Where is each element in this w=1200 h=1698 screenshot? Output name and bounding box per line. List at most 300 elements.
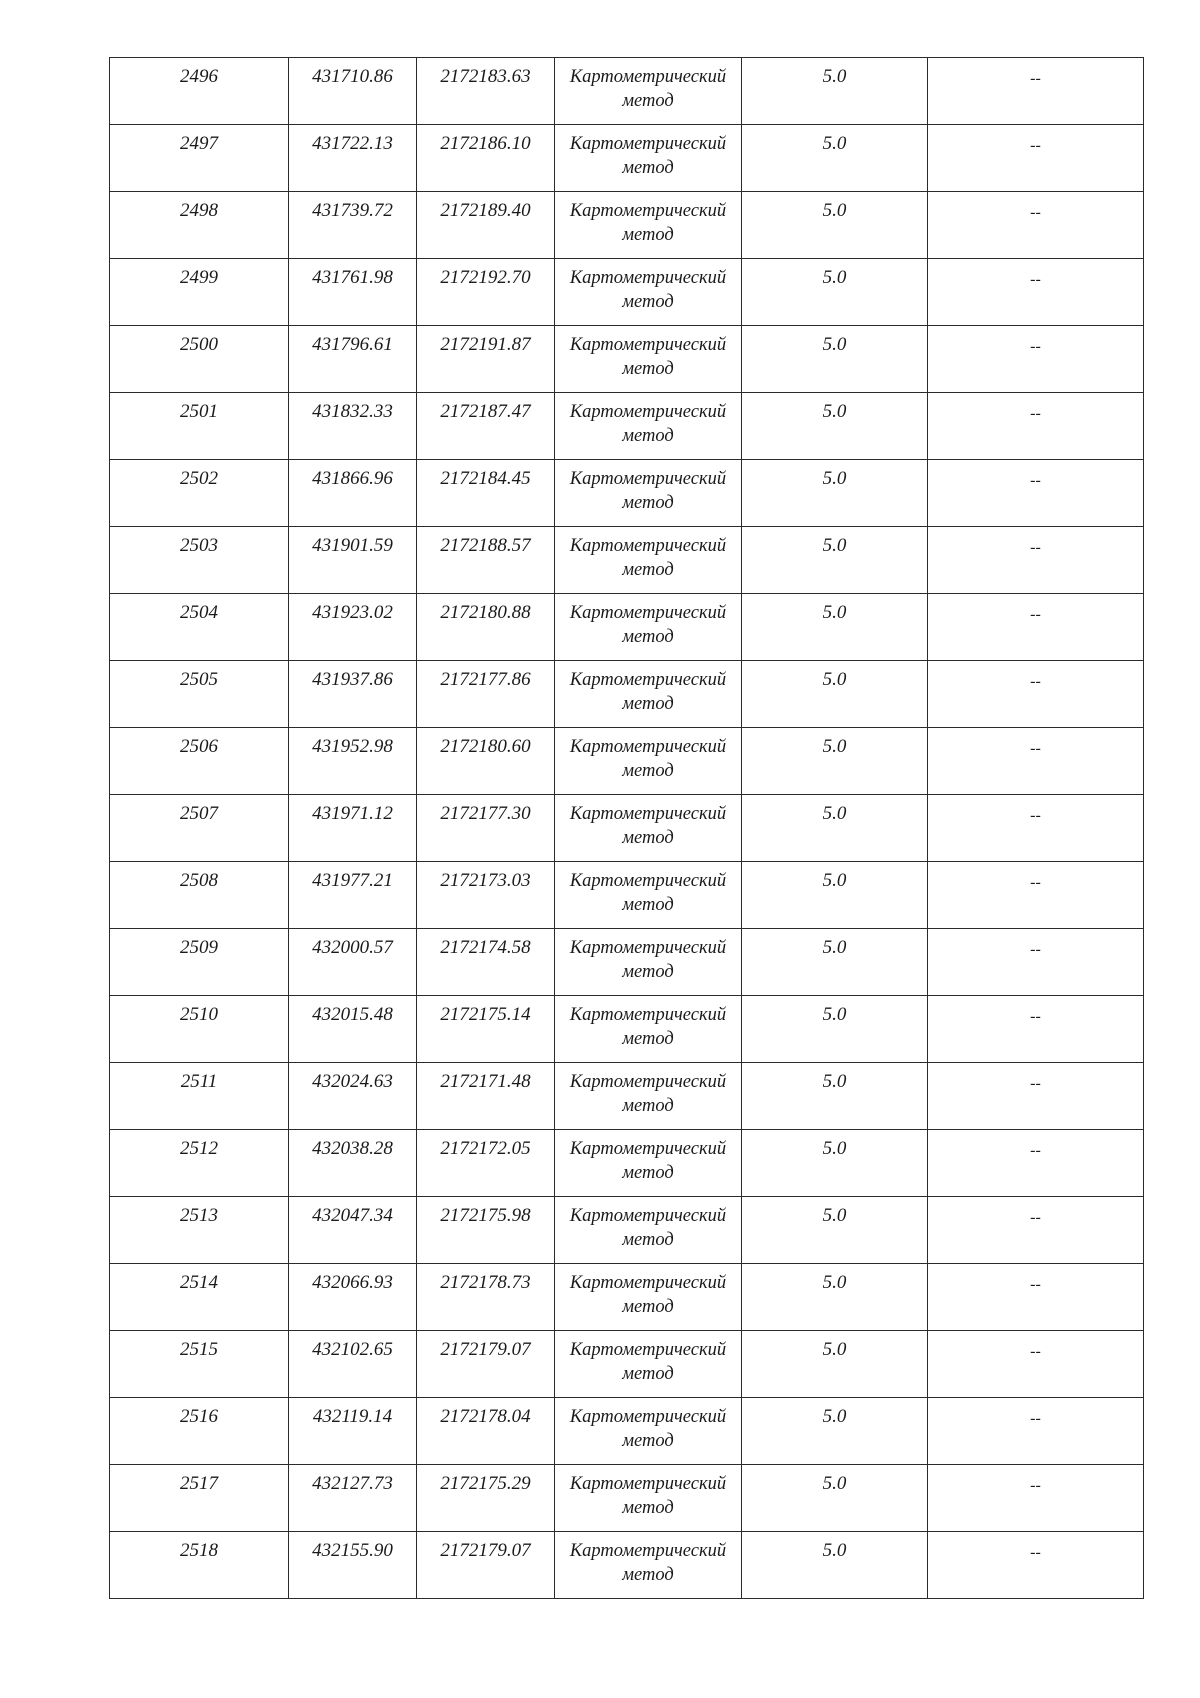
accuracy-cell <box>742 1532 928 1599</box>
note-cell <box>928 795 1144 862</box>
method-cell <box>555 460 742 527</box>
method-cell <box>555 58 742 125</box>
table-row <box>110 460 1144 527</box>
accuracy-cell-text: 5.0 <box>822 602 847 623</box>
point-number-cell <box>110 527 289 594</box>
table-row <box>110 527 1144 594</box>
point-number-cell-text: 2511 <box>180 1071 218 1092</box>
point-number-cell-text: 2503 <box>180 535 218 556</box>
point-number-cell <box>110 795 289 862</box>
table-row <box>110 1197 1144 1264</box>
point-number-cell <box>110 996 289 1063</box>
table-row <box>110 996 1144 1063</box>
point-number-cell-text: 2512 <box>180 1138 218 1159</box>
note-cell-text: -- <box>1030 137 1041 154</box>
x-coordinate-cell <box>289 259 417 326</box>
note-cell-text: -- <box>1030 1142 1041 1159</box>
method-cell-text: Картометрический метод <box>569 134 727 178</box>
accuracy-cell-text: 5.0 <box>822 401 847 422</box>
note-cell <box>928 393 1144 460</box>
x-coordinate-cell-text: 432015.48 <box>312 1004 393 1025</box>
point-number-cell <box>110 1264 289 1331</box>
x-coordinate-cell <box>289 862 417 929</box>
method-cell <box>555 594 742 661</box>
point-number-cell-text: 2499 <box>180 267 218 288</box>
table-row <box>110 1063 1144 1130</box>
accuracy-cell <box>742 996 928 1063</box>
note-cell <box>928 728 1144 795</box>
accuracy-cell <box>742 460 928 527</box>
point-number-cell <box>110 929 289 996</box>
y-coordinate-cell <box>417 1264 555 1331</box>
note-cell-text: -- <box>1030 1008 1041 1025</box>
point-number-cell-text: 2500 <box>180 334 218 355</box>
table-row <box>110 594 1144 661</box>
table-row <box>110 192 1144 259</box>
x-coordinate-cell-text: 431761.98 <box>312 267 393 288</box>
point-number-cell <box>110 1331 289 1398</box>
note-cell <box>928 1532 1144 1599</box>
y-coordinate-cell-text: 2172180.88 <box>440 602 531 623</box>
accuracy-cell-text: 5.0 <box>822 1138 847 1159</box>
note-cell-text: -- <box>1030 70 1041 87</box>
table-row <box>110 728 1144 795</box>
x-coordinate-cell <box>289 1130 417 1197</box>
table-row <box>110 795 1144 862</box>
method-cell-text: Картометрический метод <box>569 469 727 513</box>
note-cell <box>928 1465 1144 1532</box>
method-cell-text: Картометрический метод <box>569 536 727 580</box>
note-cell <box>928 862 1144 929</box>
x-coordinate-cell <box>289 460 417 527</box>
method-cell-text: Картометрический метод <box>569 1340 727 1384</box>
accuracy-cell-text: 5.0 <box>822 669 847 690</box>
note-cell <box>928 1197 1144 1264</box>
method-cell-text: Картометрический метод <box>569 201 727 245</box>
x-coordinate-cell-text: 431971.12 <box>312 803 393 824</box>
y-coordinate-cell <box>417 259 555 326</box>
point-number-cell <box>110 1130 289 1197</box>
x-coordinate-cell <box>289 594 417 661</box>
x-coordinate-cell <box>289 1197 417 1264</box>
note-cell <box>928 259 1144 326</box>
note-cell-text: -- <box>1030 338 1041 355</box>
method-cell <box>555 929 742 996</box>
note-cell-text: -- <box>1030 807 1041 824</box>
method-cell <box>555 728 742 795</box>
x-coordinate-cell-text: 431866.96 <box>312 468 393 489</box>
method-cell <box>555 1264 742 1331</box>
accuracy-cell <box>742 929 928 996</box>
x-coordinate-cell-text: 432155.90 <box>312 1540 393 1561</box>
method-cell-text: Картометрический метод <box>569 670 727 714</box>
method-cell-text: Картометрический метод <box>569 402 727 446</box>
point-number-cell-text: 2498 <box>180 200 218 221</box>
y-coordinate-cell-text: 2172179.07 <box>440 1540 531 1561</box>
y-coordinate-cell-text: 2172175.29 <box>440 1473 531 1494</box>
note-cell-text: -- <box>1030 472 1041 489</box>
x-coordinate-cell <box>289 393 417 460</box>
accuracy-cell-text: 5.0 <box>822 1004 847 1025</box>
accuracy-cell-text: 5.0 <box>822 870 847 891</box>
note-cell-text: -- <box>1030 606 1041 623</box>
accuracy-cell <box>742 1197 928 1264</box>
point-number-cell-text: 2517 <box>180 1473 218 1494</box>
table-row <box>110 58 1144 125</box>
y-coordinate-cell <box>417 996 555 1063</box>
point-number-cell-text: 2516 <box>180 1406 218 1427</box>
table-row <box>110 1264 1144 1331</box>
accuracy-cell-text: 5.0 <box>822 133 847 154</box>
note-cell-text: -- <box>1030 271 1041 288</box>
note-cell <box>928 594 1144 661</box>
x-coordinate-cell <box>289 996 417 1063</box>
y-coordinate-cell-text: 2172187.47 <box>440 401 531 422</box>
table-row <box>110 1130 1144 1197</box>
point-number-cell-text: 2514 <box>180 1272 218 1293</box>
point-number-cell-text: 2513 <box>180 1205 218 1226</box>
method-cell <box>555 795 742 862</box>
method-cell-text: Картометрический метод <box>569 1407 727 1451</box>
x-coordinate-cell-text: 431796.61 <box>312 334 393 355</box>
accuracy-cell-text: 5.0 <box>822 334 847 355</box>
y-coordinate-cell-text: 2172189.40 <box>440 200 531 221</box>
method-cell-text: Картометрический метод <box>569 1273 727 1317</box>
x-coordinate-cell <box>289 1398 417 1465</box>
accuracy-cell-text: 5.0 <box>822 1406 847 1427</box>
method-cell <box>555 1398 742 1465</box>
x-coordinate-cell-text: 431952.98 <box>312 736 393 757</box>
accuracy-cell <box>742 1264 928 1331</box>
note-cell <box>928 192 1144 259</box>
point-number-cell <box>110 661 289 728</box>
note-cell-text: -- <box>1030 1209 1041 1226</box>
point-number-cell <box>110 594 289 661</box>
y-coordinate-cell <box>417 1063 555 1130</box>
point-number-cell <box>110 1532 289 1599</box>
method-cell <box>555 192 742 259</box>
method-cell-text: Картометрический метод <box>569 1474 727 1518</box>
x-coordinate-cell <box>289 929 417 996</box>
x-coordinate-cell-text: 431722.13 <box>312 133 393 154</box>
x-coordinate-cell <box>289 58 417 125</box>
point-number-cell <box>110 58 289 125</box>
accuracy-cell <box>742 1063 928 1130</box>
note-cell <box>928 326 1144 393</box>
note-cell <box>928 125 1144 192</box>
accuracy-cell <box>742 326 928 393</box>
method-cell-text: Картометрический метод <box>569 737 727 781</box>
point-number-cell-text: 2509 <box>180 937 218 958</box>
x-coordinate-cell-text: 432000.57 <box>312 937 393 958</box>
method-cell-text: Картометрический метод <box>569 1072 727 1116</box>
y-coordinate-cell <box>417 58 555 125</box>
point-number-cell <box>110 125 289 192</box>
accuracy-cell <box>742 594 928 661</box>
method-cell <box>555 1063 742 1130</box>
note-cell-text: -- <box>1030 874 1041 891</box>
method-cell <box>555 661 742 728</box>
method-cell-text: Картометрический метод <box>569 1206 727 1250</box>
x-coordinate-cell <box>289 326 417 393</box>
point-number-cell <box>110 862 289 929</box>
x-coordinate-cell <box>289 125 417 192</box>
note-cell <box>928 929 1144 996</box>
note-cell <box>928 996 1144 1063</box>
y-coordinate-cell <box>417 527 555 594</box>
note-cell-text: -- <box>1030 204 1041 221</box>
method-cell-text: Картометрический метод <box>569 1139 727 1183</box>
method-cell <box>555 1197 742 1264</box>
y-coordinate-cell <box>417 795 555 862</box>
method-cell-text: Картометрический метод <box>569 603 727 647</box>
point-number-cell-text: 2508 <box>180 870 218 891</box>
point-number-cell <box>110 326 289 393</box>
method-cell <box>555 393 742 460</box>
table-row <box>110 1331 1144 1398</box>
y-coordinate-cell <box>417 929 555 996</box>
method-cell-text: Картометрический метод <box>569 268 727 312</box>
accuracy-cell-text: 5.0 <box>822 937 847 958</box>
accuracy-cell <box>742 58 928 125</box>
y-coordinate-cell-text: 2172178.73 <box>440 1272 531 1293</box>
x-coordinate-cell-text: 432038.28 <box>312 1138 393 1159</box>
method-cell <box>555 259 742 326</box>
y-coordinate-cell <box>417 125 555 192</box>
accuracy-cell-text: 5.0 <box>822 468 847 489</box>
y-coordinate-cell-text: 2172178.04 <box>440 1406 531 1427</box>
accuracy-cell-text: 5.0 <box>822 803 847 824</box>
note-cell-text: -- <box>1030 405 1041 422</box>
y-coordinate-cell <box>417 192 555 259</box>
note-cell-text: -- <box>1030 740 1041 757</box>
point-number-cell <box>110 460 289 527</box>
x-coordinate-cell <box>289 661 417 728</box>
accuracy-cell-text: 5.0 <box>822 1272 847 1293</box>
table-row <box>110 1398 1144 1465</box>
accuracy-cell <box>742 1465 928 1532</box>
y-coordinate-cell <box>417 393 555 460</box>
y-coordinate-cell-text: 2172188.57 <box>440 535 531 556</box>
accuracy-cell-text: 5.0 <box>822 736 847 757</box>
point-number-cell-text: 2501 <box>180 401 218 422</box>
note-cell-text: -- <box>1030 1075 1041 1092</box>
x-coordinate-cell-text: 432047.34 <box>312 1205 393 1226</box>
note-cell <box>928 1063 1144 1130</box>
y-coordinate-cell-text: 2172179.07 <box>440 1339 531 1360</box>
point-number-cell <box>110 1398 289 1465</box>
accuracy-cell <box>742 661 928 728</box>
note-cell-text: -- <box>1030 1544 1041 1561</box>
y-coordinate-cell-text: 2172177.86 <box>440 669 531 690</box>
y-coordinate-cell-text: 2172186.10 <box>440 133 531 154</box>
x-coordinate-cell-text: 431832.33 <box>312 401 393 422</box>
method-cell-text: Картометрический метод <box>569 804 727 848</box>
y-coordinate-cell <box>417 594 555 661</box>
point-number-cell <box>110 259 289 326</box>
y-coordinate-cell-text: 2172191.87 <box>440 334 531 355</box>
note-cell <box>928 661 1144 728</box>
note-cell <box>928 1331 1144 1398</box>
table-row <box>110 929 1144 996</box>
note-cell <box>928 1130 1144 1197</box>
method-cell <box>555 1130 742 1197</box>
y-coordinate-cell <box>417 862 555 929</box>
method-cell <box>555 326 742 393</box>
method-cell-text: Картометрический метод <box>569 871 727 915</box>
y-coordinate-cell-text: 2172183.63 <box>440 66 531 87</box>
method-cell <box>555 1331 742 1398</box>
point-number-cell-text: 2496 <box>180 66 218 87</box>
x-coordinate-cell <box>289 795 417 862</box>
y-coordinate-cell-text: 2172173.03 <box>440 870 531 891</box>
accuracy-cell <box>742 1331 928 1398</box>
x-coordinate-cell-text: 431901.59 <box>312 535 393 556</box>
method-cell-text: Картометрический метод <box>569 1541 727 1585</box>
x-coordinate-cell-text: 432127.73 <box>312 1473 393 1494</box>
y-coordinate-cell-text: 2172172.05 <box>440 1138 531 1159</box>
note-cell <box>928 1398 1144 1465</box>
x-coordinate-cell-text: 432024.63 <box>312 1071 393 1092</box>
table-row <box>110 259 1144 326</box>
x-coordinate-cell-text: 431937.86 <box>312 669 393 690</box>
table-row <box>110 1465 1144 1532</box>
accuracy-cell <box>742 259 928 326</box>
x-coordinate-cell-text: 432119.14 <box>312 1406 393 1427</box>
table-row <box>110 125 1144 192</box>
accuracy-cell <box>742 795 928 862</box>
accuracy-cell <box>742 728 928 795</box>
x-coordinate-cell-text: 432102.65 <box>312 1339 393 1360</box>
method-cell <box>555 125 742 192</box>
method-cell <box>555 1532 742 1599</box>
accuracy-cell-text: 5.0 <box>822 66 847 87</box>
accuracy-cell-text: 5.0 <box>822 1339 847 1360</box>
y-coordinate-cell <box>417 1398 555 1465</box>
point-number-cell-text: 2504 <box>180 602 218 623</box>
accuracy-cell-text: 5.0 <box>822 267 847 288</box>
y-coordinate-cell <box>417 1465 555 1532</box>
y-coordinate-cell-text: 2172177.30 <box>440 803 531 824</box>
accuracy-cell <box>742 192 928 259</box>
table-row <box>110 661 1144 728</box>
x-coordinate-cell <box>289 1532 417 1599</box>
point-number-cell-text: 2505 <box>180 669 218 690</box>
y-coordinate-cell <box>417 661 555 728</box>
y-coordinate-cell <box>417 1532 555 1599</box>
method-cell-text: Картометрический метод <box>569 335 727 379</box>
note-cell-text: -- <box>1030 673 1041 690</box>
accuracy-cell <box>742 393 928 460</box>
table-row <box>110 1532 1144 1599</box>
note-cell <box>928 527 1144 594</box>
accuracy-cell-text: 5.0 <box>822 535 847 556</box>
note-cell <box>928 460 1144 527</box>
point-number-cell-text: 2510 <box>180 1004 218 1025</box>
y-coordinate-cell <box>417 326 555 393</box>
point-number-cell-text: 2497 <box>180 133 218 154</box>
x-coordinate-cell <box>289 527 417 594</box>
table-body <box>110 58 1144 1599</box>
note-cell <box>928 1264 1144 1331</box>
y-coordinate-cell <box>417 1197 555 1264</box>
table-row <box>110 326 1144 393</box>
x-coordinate-cell-text: 431739.72 <box>312 200 393 221</box>
method-cell <box>555 1465 742 1532</box>
method-cell-text: Картометрический метод <box>569 938 727 982</box>
point-number-cell <box>110 1197 289 1264</box>
y-coordinate-cell-text: 2172180.60 <box>440 736 531 757</box>
method-cell <box>555 996 742 1063</box>
point-number-cell <box>110 1465 289 1532</box>
x-coordinate-cell <box>289 192 417 259</box>
accuracy-cell <box>742 1130 928 1197</box>
method-cell-text: Картометрический метод <box>569 67 727 111</box>
point-number-cell-text: 2515 <box>180 1339 218 1360</box>
x-coordinate-cell-text: 432066.93 <box>312 1272 393 1293</box>
y-coordinate-cell-text: 2172192.70 <box>440 267 531 288</box>
point-number-cell <box>110 1063 289 1130</box>
point-number-cell-text: 2502 <box>180 468 218 489</box>
point-number-cell-text: 2507 <box>180 803 218 824</box>
table-row <box>110 862 1144 929</box>
x-coordinate-cell-text: 431923.02 <box>312 602 393 623</box>
accuracy-cell <box>742 862 928 929</box>
y-coordinate-cell-text: 2172184.45 <box>440 468 531 489</box>
accuracy-cell <box>742 1398 928 1465</box>
point-number-cell-text: 2518 <box>180 1540 218 1561</box>
point-number-cell <box>110 728 289 795</box>
accuracy-cell-text: 5.0 <box>822 1540 847 1561</box>
method-cell <box>555 527 742 594</box>
accuracy-cell <box>742 527 928 594</box>
note-cell-text: -- <box>1030 539 1041 556</box>
x-coordinate-cell-text: 431977.21 <box>312 870 393 891</box>
note-cell-text: -- <box>1030 1276 1041 1293</box>
x-coordinate-cell <box>289 728 417 795</box>
y-coordinate-cell-text: 2172175.98 <box>440 1205 531 1226</box>
y-coordinate-cell <box>417 728 555 795</box>
x-coordinate-cell-text: 431710.86 <box>312 66 393 87</box>
coordinates-table <box>109 57 1144 1599</box>
x-coordinate-cell <box>289 1264 417 1331</box>
point-number-cell <box>110 192 289 259</box>
method-cell-text: Картометрический метод <box>569 1005 727 1049</box>
method-cell <box>555 862 742 929</box>
x-coordinate-cell <box>289 1331 417 1398</box>
note-cell-text: -- <box>1030 1410 1041 1427</box>
x-coordinate-cell <box>289 1063 417 1130</box>
accuracy-cell-text: 5.0 <box>822 200 847 221</box>
accuracy-cell-text: 5.0 <box>822 1071 847 1092</box>
accuracy-cell-text: 5.0 <box>822 1205 847 1226</box>
y-coordinate-cell-text: 2172174.58 <box>440 937 531 958</box>
table-row <box>110 393 1144 460</box>
accuracy-cell-text: 5.0 <box>822 1473 847 1494</box>
note-cell <box>928 58 1144 125</box>
note-cell-text: -- <box>1030 1343 1041 1360</box>
note-cell-text: -- <box>1030 1477 1041 1494</box>
y-coordinate-cell-text: 2172175.14 <box>440 1004 531 1025</box>
y-coordinate-cell <box>417 460 555 527</box>
point-number-cell-text: 2506 <box>180 736 218 757</box>
accuracy-cell <box>742 125 928 192</box>
note-cell-text: -- <box>1030 941 1041 958</box>
y-coordinate-cell <box>417 1331 555 1398</box>
y-coordinate-cell-text: 2172171.48 <box>440 1071 531 1092</box>
x-coordinate-cell <box>289 1465 417 1532</box>
y-coordinate-cell <box>417 1130 555 1197</box>
